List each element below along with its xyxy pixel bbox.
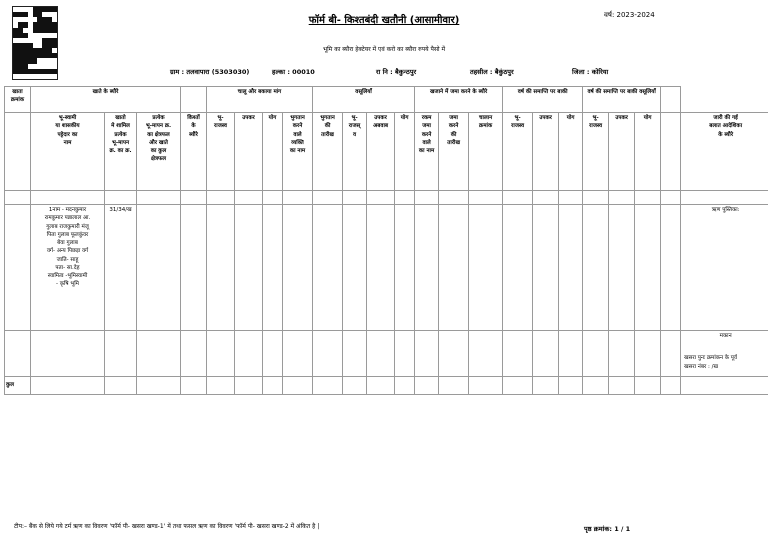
col-year-end-collections: वर्ष की समाप्ति पर बाकी वसूलियाँ bbox=[583, 87, 661, 113]
house-label: मकान bbox=[719, 333, 732, 339]
col-coll-rajasv: भू- राजस् व bbox=[343, 113, 367, 191]
col-payment-date: भुगतान की तारीख bbox=[313, 113, 343, 191]
col-coll-upkar: उपकर अबवाब bbox=[367, 113, 395, 191]
col-owner: भू-स्वामी या शासकीय पट्टेदार का नाम bbox=[31, 113, 105, 191]
col-payer-name: भुगतान करने वाले व्यक्ति का नाम bbox=[283, 113, 313, 191]
house-row bbox=[5, 331, 768, 377]
loan-book-label: ऋण पुस्तिका: bbox=[681, 205, 768, 331]
col-due-rajasv: भू- राजस्व bbox=[503, 113, 533, 191]
footer-note: टीप:– बैंक से लिये गये टर्म ऋण का विवरण 'फॉर्म पी- खसरा खण्ड-1' में तथा फसल ऋण का विवरण 'फॉर्म पी- खसरा खण्ड-2 में अंकित है | bbox=[14, 523, 320, 530]
col-khata-no: खाता क्रमांक bbox=[5, 87, 31, 113]
ledger-table bbox=[4, 86, 768, 395]
col-demand-rajasv: भू- राजस्व bbox=[207, 113, 235, 191]
col-kisht: किश्तों के ब्यौरे bbox=[181, 113, 207, 191]
total-row bbox=[5, 377, 768, 395]
total-label: कुल bbox=[5, 377, 31, 395]
halka-label: हल्का : 00010 bbox=[272, 68, 315, 76]
col-orders: जारी की गई बलात आदेशिका के ब्यौरे bbox=[681, 113, 768, 191]
header-row-1 bbox=[5, 87, 768, 113]
house-details bbox=[681, 331, 768, 377]
col-demand-yog: योग bbox=[263, 113, 283, 191]
col-collections: वसूलियाँ bbox=[313, 87, 415, 113]
col-final-upkar: उपकर bbox=[609, 113, 635, 191]
col-due-upkar: उपकर bbox=[533, 113, 559, 191]
col-due-yog: योग bbox=[559, 113, 583, 191]
village-label: ग्राम : तलवापारा (5303030) bbox=[170, 68, 250, 76]
col-depositor: रकम जमा करने वाले का नाम bbox=[415, 113, 439, 191]
table-row bbox=[5, 205, 768, 331]
khasra-number: 31/34/ख bbox=[105, 205, 137, 331]
col-coll-yog: योग bbox=[395, 113, 415, 191]
col-treasury: खजाने में जमा करने के ब्यौरे bbox=[415, 87, 503, 113]
year-label: वर्ष: 2023-2024 bbox=[604, 11, 655, 19]
form-title: फॉर्म बी- किश्तबंदी खतौनी (आसामीवार) bbox=[308, 15, 460, 26]
col-year-end-due: वर्ष की समाप्ति पर बाकी bbox=[503, 87, 583, 113]
col-final-yog: योग bbox=[635, 113, 661, 191]
ri-circle-label: रा नि : बैकुन्ठपुर bbox=[376, 68, 417, 76]
col-demand: चालू और बकाया मांग bbox=[207, 87, 313, 113]
col-khate-vivran: खाते के ब्यौरे bbox=[31, 87, 181, 113]
page-number: पृष्ठ क्रमांक: 1 / 1 bbox=[584, 525, 631, 533]
col-challan: चालान क्रमांक bbox=[469, 113, 503, 191]
owner-details: 1नाम - मदनकुमार रामकुमार पन्नालाल आ. गुलाब राजकुमारी मंजू पिता गुलाब फूलकुंवर बेवा गुलाब वर्ग- अन्य पिछड़ा वर्ग जाति- साहू पता- सा.देह स्वामित्व -भूमिस्वामी - कृषि भूमि bbox=[31, 205, 105, 331]
house-line-1: खसरा पुनः क्रमांकन के पूर्व bbox=[684, 355, 737, 362]
district-label: जिला : कोरिया bbox=[572, 68, 609, 76]
col-final-rajasv: भू- राजस्व bbox=[583, 113, 609, 191]
spacer-row bbox=[5, 191, 768, 205]
tehsil-label: तहसील : बैकुंठपुर bbox=[470, 68, 514, 76]
col-deposit-date: जमा करने की तारीख bbox=[439, 113, 469, 191]
col-khasra: खातो मे शामिल प्रत्येक भू-मापन क्र. का क्र. bbox=[105, 113, 137, 191]
house-line-2: खसरा नंबर : /ख bbox=[684, 363, 718, 370]
header-row-2 bbox=[5, 113, 768, 191]
units-subtitle: भूमि का ब्यौरा हेक्टेयर में एवं करो का ब्यौरा रुपये पैसो में bbox=[322, 46, 446, 53]
col-area: प्रत्येक भू-मापन क्र. का क्षेत्रफल और खाते का कुल क्षेत्रफल bbox=[137, 113, 181, 191]
col-demand-upkar: उपकर bbox=[235, 113, 263, 191]
